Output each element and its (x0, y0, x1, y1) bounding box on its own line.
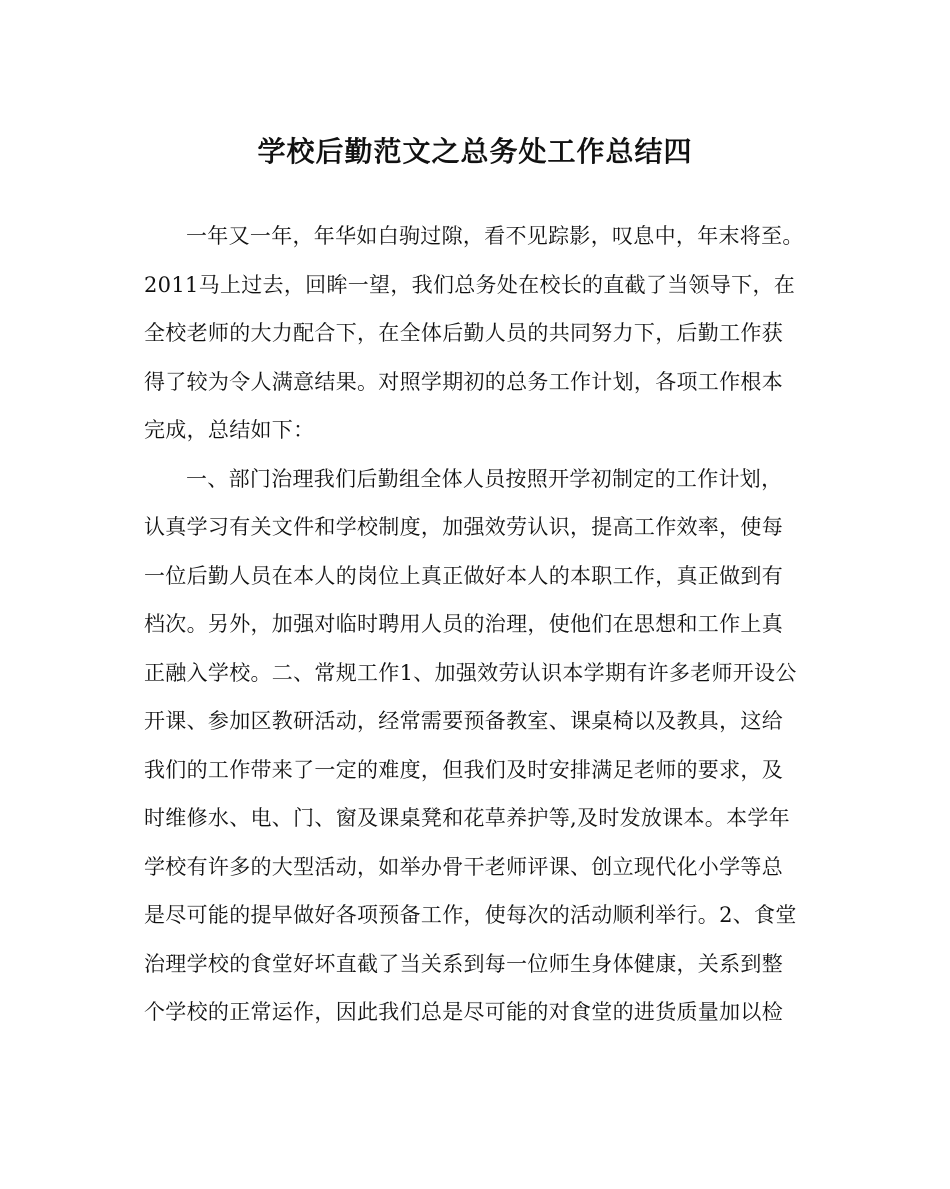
paragraph-line: 开课、参加区教研活动，经常需要预备教室、课桌椅以及教具，这给 (144, 709, 783, 733)
paragraph-line: 完成，总结如下： (144, 418, 315, 442)
paragraph-line: 一年又一年，年华如白驹过隙，看不见踪影，叹息中，年末将至。 (186, 224, 804, 248)
paragraph-line: 正融入学校。二、常规工作1、加强效劳认识本学期有许多老师开设公 (144, 660, 797, 685)
paragraph-line: 全校老师的大力配合下，在全体后勤人员的共同努力下，后勤工作获 (144, 321, 783, 345)
paragraph-line: 一、部门治理我们后勤组全体人员按照开学初制定的工作计划， (186, 466, 783, 491)
paragraph-line: 学校有许多的大型活动，如举办骨干老师评课、创立现代化小学等总 (144, 854, 783, 879)
paragraph-line: 是尽可能的提早做好各项预备工作，使每次的活动顺利举行。2、食堂 (144, 903, 797, 927)
paragraph-line: 得了较为令人满意结果。对照学期初的总务工作计划，各项工作根本 (144, 369, 783, 394)
document-title: 学校后勤范文之总务处工作总结四 (257, 135, 693, 168)
paragraph-line: 时维修水、电、门、窗及课桌凳和花草养护等,及时发放课本。本学年 (144, 806, 790, 830)
document-body (144, 212, 814, 1037)
paragraph-line: 一位后勤人员在本人的岗位上真正做好本人的本职工作，真正做到有 (144, 563, 783, 588)
paragraph-line: 2011马上过去，回眸一望，我们总务处在校长的直截了当领导下，在 (144, 272, 796, 297)
paragraph-line: 档次。另外，加强对临时聘用人员的治理，使他们在思想和工作上真 (144, 612, 783, 636)
paragraph-line: 认真学习有关文件和学校制度，加强效劳认识，提高工作效率，使每 (144, 515, 783, 539)
paragraph-line: 我们的工作带来了一定的难度，但我们及时安排满足老师的要求，及 (144, 757, 783, 782)
paragraph-line: 治理学校的食堂好坏直截了当关系到每一位师生身体健康，关系到整 (144, 951, 783, 976)
paragraph-line: 个学校的正常运作，因此我们总是尽可能的对食堂的进货质量加以检 (144, 1000, 783, 1024)
